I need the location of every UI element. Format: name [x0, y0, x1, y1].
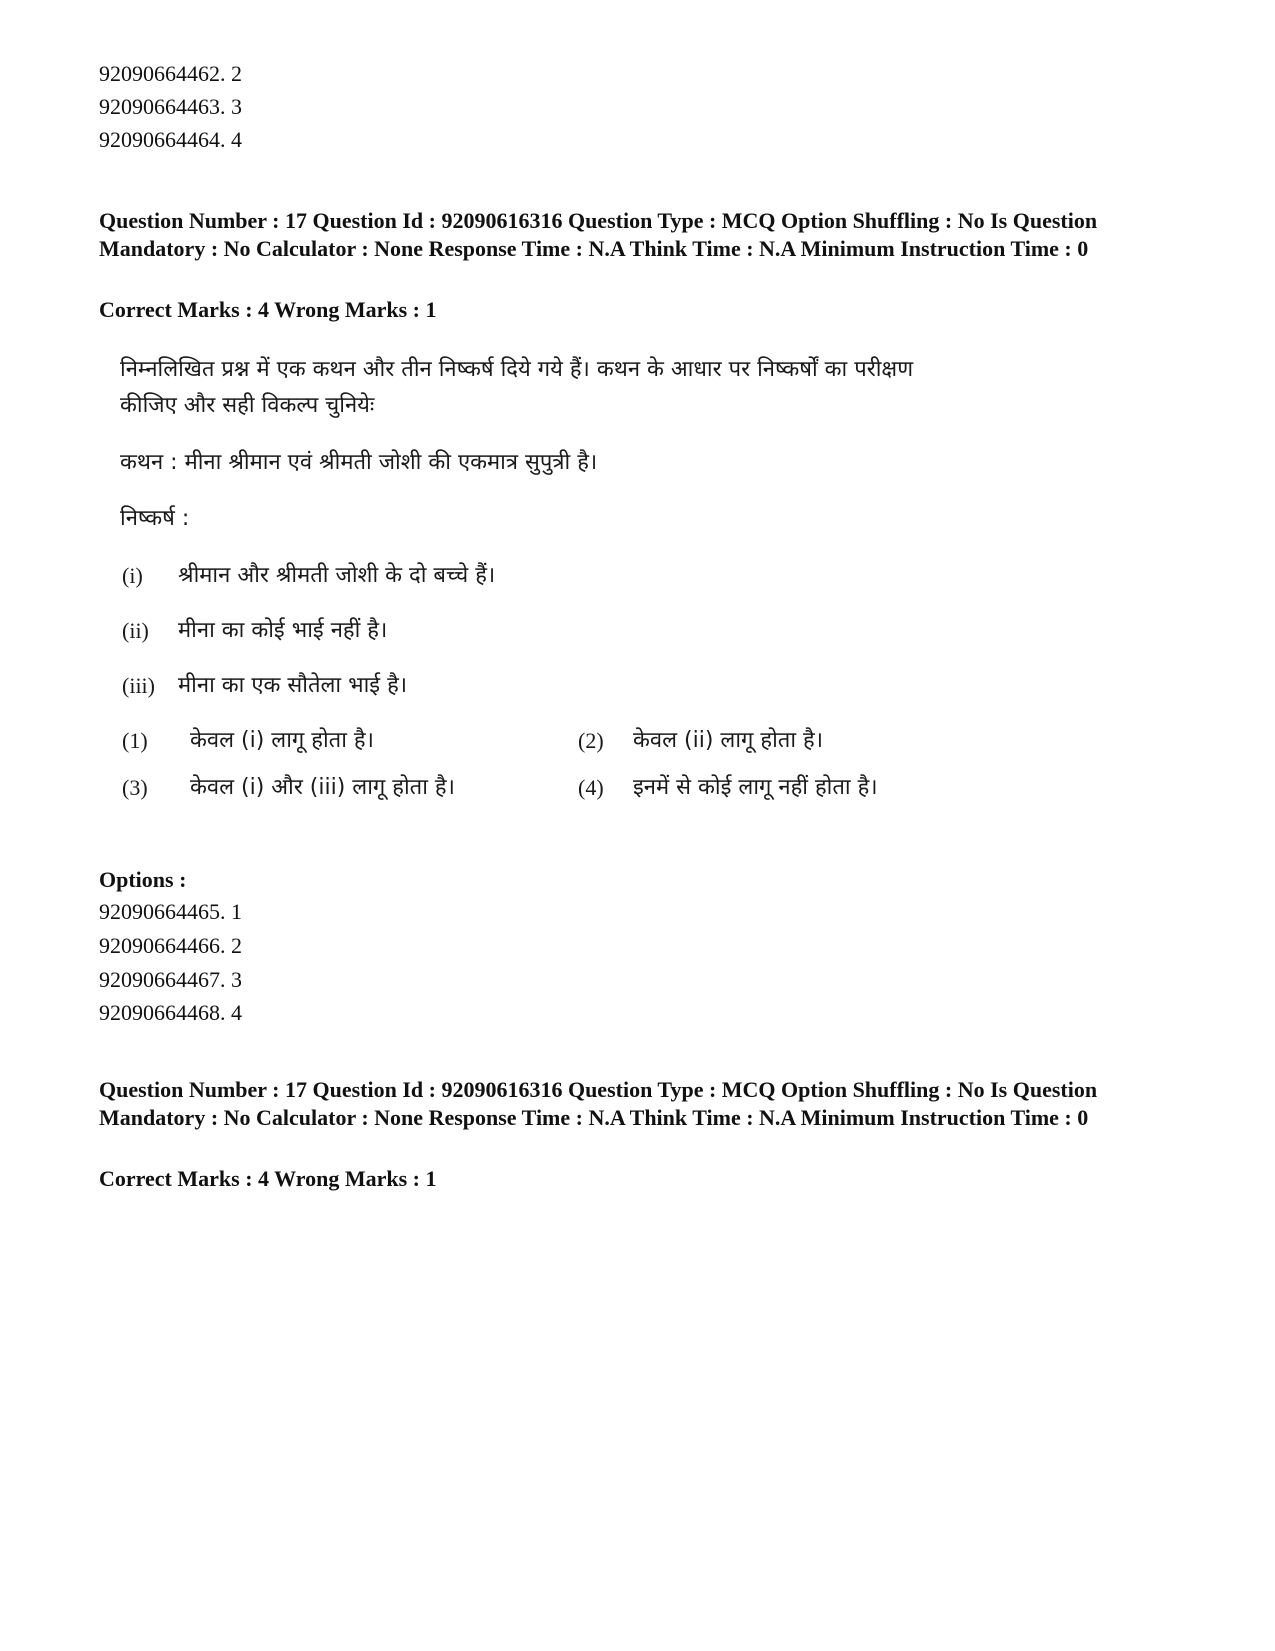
conclusion-1-number: (i): [122, 563, 143, 588]
option-4: 92090664468. 4: [99, 1000, 242, 1025]
statement: कथन : मीना श्रीमान एवं श्रीमती जोशी की एकमात्र सुपुत्री है।: [120, 450, 598, 475]
options-label: Options :: [99, 867, 187, 892]
conclusion-3-number: (iii): [122, 673, 155, 698]
option-2: 92090664466. 2: [99, 933, 242, 958]
instruction-line-1: निम्नलिखित प्रश्न में एक कथन और तीन निष्कर्ष दिये गये हैं। कथन के आधार पर निष्कर्षों का परीक्षण: [120, 357, 914, 382]
option-3: 92090664467. 3: [99, 967, 242, 992]
conclusion-2-number: (ii): [122, 618, 149, 643]
question-marks-2: Correct Marks : 4 Wrong Marks : 1: [99, 1166, 437, 1191]
conclusions-label: निष्कर्ष :: [120, 506, 190, 531]
prev-option-4: 92090664464. 4: [99, 127, 242, 152]
choice-4-number: (4): [578, 775, 604, 800]
instruction-line-2: कीजिए और सही विकल्प चुनियेः: [120, 393, 375, 418]
prev-option-2: 92090664462. 2: [99, 61, 242, 86]
prev-option-3: 92090664463. 3: [99, 94, 242, 119]
choice-4-text: इनमें से कोई लागू नहीं होता है।: [633, 775, 878, 800]
choice-1-text: केवल (i) लागू होता है।: [190, 728, 374, 753]
conclusion-3-text: मीना का एक सौतेला भाई है।: [178, 673, 408, 698]
question-marks: Correct Marks : 4 Wrong Marks : 1: [99, 297, 437, 322]
question-header: Question Number : 17 Question Id : 92090616316 Question Type : MCQ Option Shuffling : No Is Question Mandatory : No Calculator : None Response Time : N.A Think Time : N.A Minimum Instruction Time : 0: [99, 208, 1098, 261]
choice-2-text: केवल (ii) लागू होता है।: [633, 728, 824, 753]
choice-3-number: (3): [122, 775, 148, 800]
choice-2-number: (2): [578, 728, 604, 753]
conclusion-2-text: मीना का कोई भाई नहीं है।: [178, 618, 388, 643]
choice-1-number: (1): [122, 728, 148, 753]
conclusion-1-text: श्रीमान और श्रीमती जोशी के दो बच्चे हैं।: [178, 563, 496, 588]
question-header-2: Question Number : 17 Question Id : 92090616316 Question Type : MCQ Option Shuffling : No Is Question Mandatory : No Calculator : None Response Time : N.A Think Time : N.A Minimum Instruction Time : 0: [99, 1077, 1098, 1130]
option-1: 92090664465. 1: [99, 899, 242, 924]
choice-3-text: केवल (i) और (iii) लागू होता है।: [190, 775, 455, 800]
